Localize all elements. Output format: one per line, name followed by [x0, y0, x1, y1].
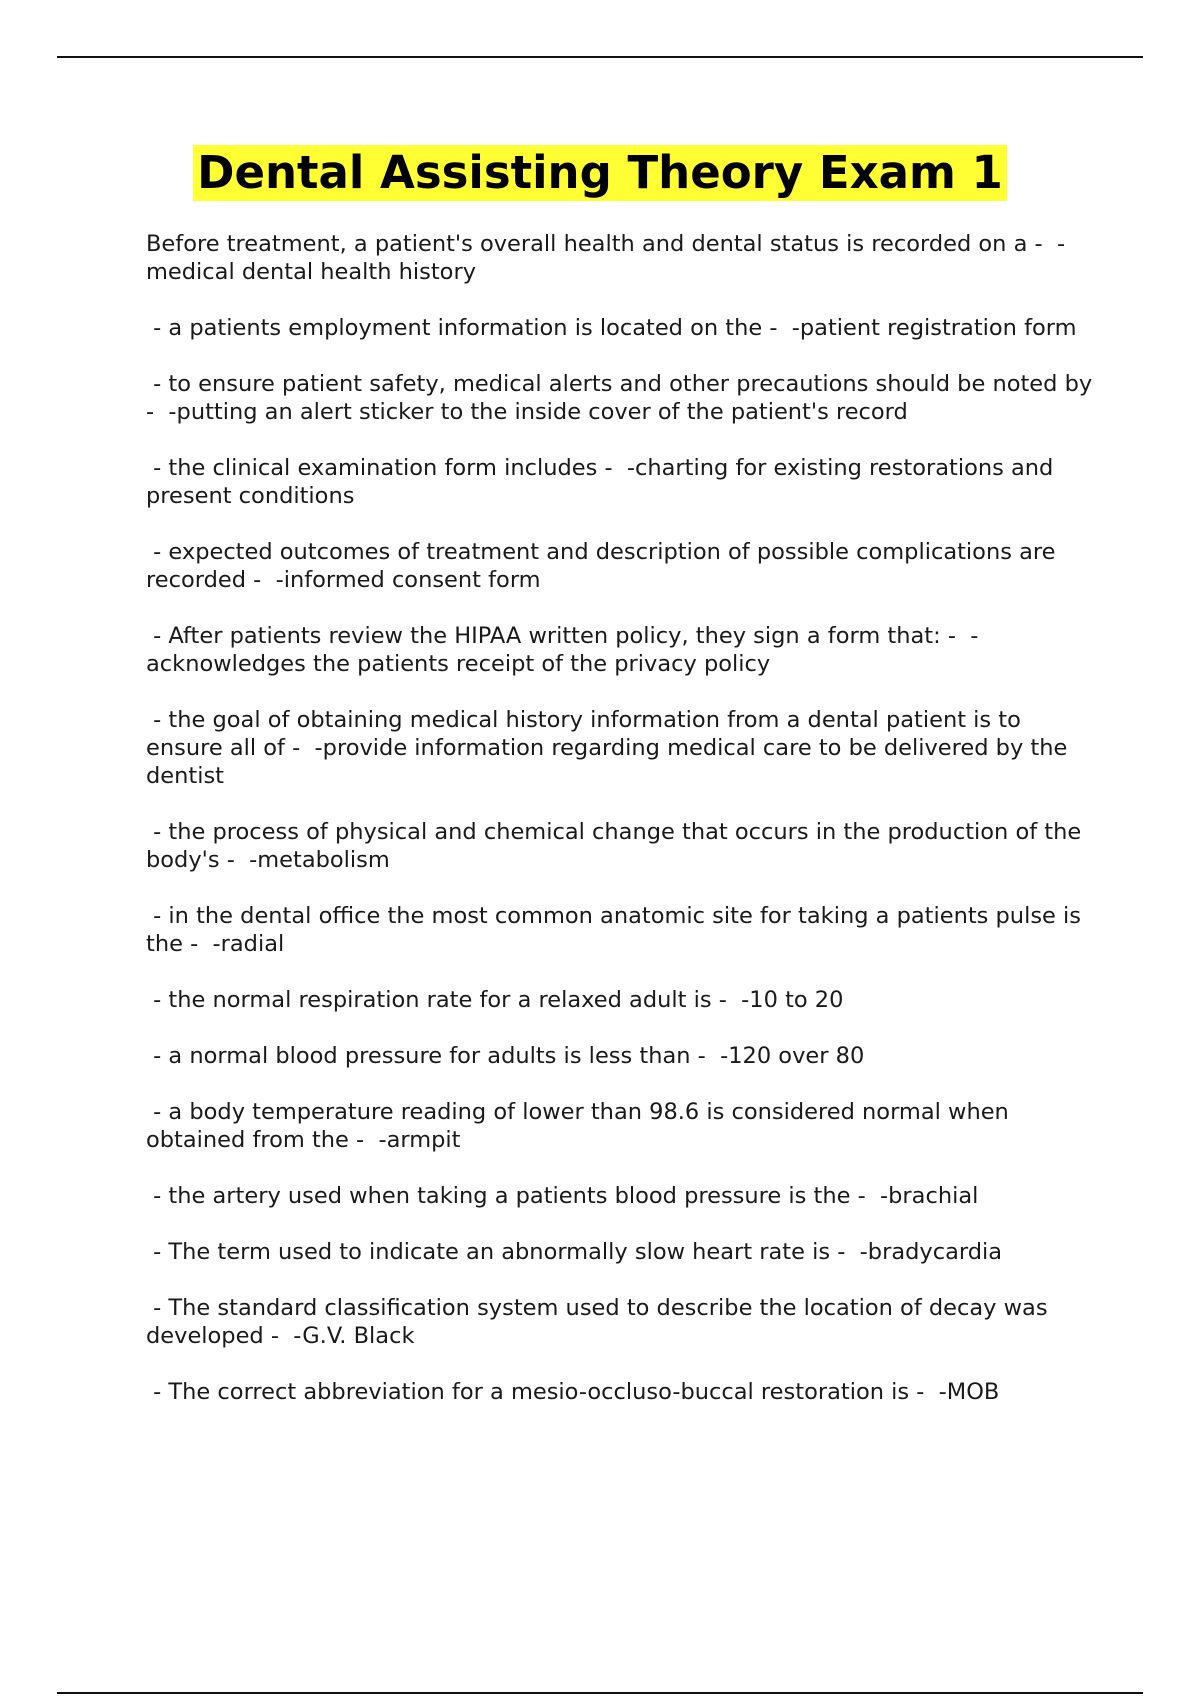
- question-item: - a body temperature reading of lower than 98.6 is considered normal when obtained from the - -armpit: [146, 1099, 1016, 1153]
- question-item: - The term used to indicate an abnormally slow heart rate is - -bradycardia: [146, 1239, 1003, 1265]
- question-item: - The correct abbreviation for a mesio-occluso-buccal restoration is - -MOB: [146, 1379, 1000, 1405]
- question-item: - After patients review the HIPAA written policy, they sign a form that: - -acknowledges the patients receipt of the privacy policy: [146, 623, 979, 677]
- question-list: [146, 230, 1100, 1434]
- question-item: Before treatment, a patient's overall health and dental status is recorded on a - -medical dental health history: [146, 231, 1066, 285]
- question-item: - The standard classification system used to describe the location of decay was developed - -G.V. Black: [146, 1295, 1055, 1349]
- top-divider: [57, 56, 1143, 58]
- question-item: - a normal blood pressure for adults is less than - -120 over 80: [146, 1043, 865, 1069]
- question-item: - the normal respiration rate for a relaxed adult is - -10 to 20: [146, 987, 844, 1013]
- question-item: - a patients employment information is located on the - -patient registration form: [146, 315, 1077, 341]
- question-item: - in the dental office the most common anatomic site for taking a patients pulse is the - -radial: [146, 903, 1089, 957]
- question-item: - the artery used when taking a patients blood pressure is the - -brachial: [146, 1183, 979, 1209]
- question-item: - the goal of obtaining medical history information from a dental patient is to ensure all of - -provide information regarding medical care to be delivered by the dentist: [146, 707, 1075, 789]
- question-item: - the process of physical and chemical change that occurs in the production of the body's - -metabolism: [146, 819, 1089, 873]
- question-item: - the clinical examination form includes - -charting for existing restorations and present conditions: [146, 455, 1061, 509]
- question-item: - to ensure patient safety, medical alerts and other precautions should be noted by - -putting an alert sticker to the inside cover of the patient's record: [146, 371, 1100, 425]
- page-title: Dental Assisting Theory Exam 1: [193, 145, 1007, 201]
- title-container: [0, 145, 1200, 201]
- question-item: - expected outcomes of treatment and description of possible complications are recorded - -informed consent form: [146, 539, 1063, 593]
- bottom-divider: [57, 1692, 1143, 1694]
